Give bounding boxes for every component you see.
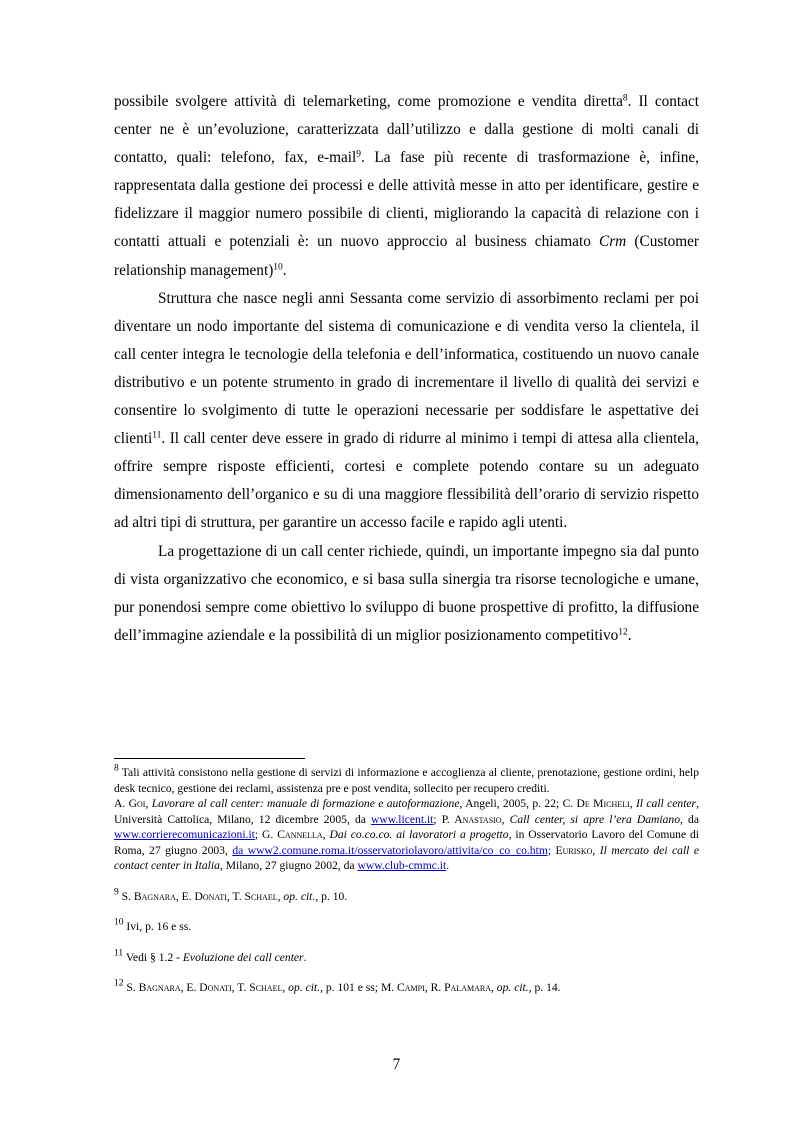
footnote-ref-8[interactable]: 8 — [622, 93, 628, 104]
op-cit: op. cit. — [496, 981, 529, 994]
author: G. Cannella — [262, 828, 323, 841]
text: (Customer relationship management) — [114, 233, 699, 279]
paragraph-3 — [114, 538, 699, 650]
author: P. Anastasio — [441, 812, 502, 826]
text: , Università Cattolica, Milano, 12 dicembre 2005, da — [114, 797, 699, 826]
link-club-cmmc[interactable]: www.club-cmmc.it — [357, 859, 447, 872]
main-text — [114, 88, 699, 650]
title: Evoluzione dei call center — [182, 950, 304, 964]
text: . — [446, 859, 450, 872]
title: Il mercato dei call e contact center in Italia — [114, 843, 700, 872]
text: Vedi § 1.2 - — [123, 950, 183, 964]
title: Lavorare al call center: manuale di formazione e autoformazione — [151, 797, 460, 810]
title: Il call center — [635, 797, 697, 810]
author: M. Campi, R. Palamara — [380, 981, 491, 994]
text: . — [303, 950, 307, 964]
text: . Il call center deve essere in grado di ridurre al minimo i tempi di attesa alla clientela, offrire sempre risposte efficienti, cortesi e complete potendo contare su un adeguato dimensionamento dell’organico e su di una maggiore flessibilità dell’orario di servizio rispetto ad altri tipi di struttura, per garantire un accesso facile e rapido agli utenti. — [114, 430, 699, 532]
op-cit: op. cit. — [288, 981, 321, 994]
footnote-11 — [114, 947, 699, 966]
text: , — [145, 797, 152, 810]
footnote-separator — [114, 758, 305, 759]
footnote-number: 9 — [114, 886, 119, 897]
author: S. Bagnara, E. Donati, T. Schael — [123, 981, 283, 994]
text: La progettazione di un call center richiede, quindi, un importante impegno sia dal punto di vista organizzativo che economico, e si basa sulla sinergia tra risorse tecnologiche e umane, pur ponendosi sempre come obiettivo lo sviluppo di buone prospettive di profitto, la diffusione dell’immagine aziendale e la possibilità di un miglior posizionamento competitivo — [114, 542, 699, 644]
page-number: 7 — [392, 1056, 401, 1073]
footnote-8 — [114, 765, 699, 796]
author: Eurisko — [555, 843, 593, 857]
text: Tali attività consistono nella gestione di servizi di informazione e accoglienza al cliente, prenotazione, gestione ordini, help desk tecnico, gestione dei reclami, assistenza pre e post vendita, sollecito per recupero crediti. — [114, 766, 699, 795]
footnote-ref-11[interactable]: 11 — [152, 430, 162, 441]
text: , Angeli, 2005, p. 22; — [459, 797, 563, 810]
text: , da — [680, 812, 699, 826]
footnote-ref-9[interactable]: 9 — [356, 149, 362, 160]
footnote-number: 10 — [114, 917, 124, 928]
text: , — [322, 828, 330, 841]
text: ; — [433, 812, 442, 826]
text: , — [629, 797, 636, 810]
author: S. Bagnara, E. Donati, T. Schael — [118, 889, 278, 903]
footnote-9 — [114, 886, 699, 905]
text: , p. 14. — [528, 981, 561, 994]
link-corrierecomunicazioni[interactable]: www.corrierecomunicazioni.it — [114, 828, 255, 841]
text: , p. 101 e ss; — [320, 981, 381, 994]
text: , — [501, 812, 510, 826]
footnote-12 — [114, 980, 699, 996]
link-licent[interactable]: www.licent.it — [371, 812, 434, 826]
text: , Milano, 27 giugno 2002, da — [219, 859, 358, 872]
text: . — [627, 626, 632, 644]
text: Struttura che nasce negli anni Sessanta come servizio di assorbimento reclami per poi diventare un nodo importante del sistema di comunicazione e di vendita verso la clientela, il call center integra le tecnologie della telefonia e dell’informatica, costituendo un nuovo canale distributivo e un potente strumento in grado di incrementare il livello di qualità dei servizi e consentire lo svolgimento di tutte le operazioni necessarie per soddisfare le aspettative dei clienti — [114, 289, 699, 448]
footnote-ref-10[interactable]: 10 — [273, 261, 283, 272]
text: , in Osservatorio Lavoro del Comune di Roma, 27 giugno 2003, — [114, 828, 700, 857]
text: . — [282, 261, 287, 279]
text: Ivi, p. 16 e ss. — [123, 920, 192, 933]
author: C. De Micheli — [562, 797, 630, 810]
footnotes — [114, 765, 699, 996]
text: , p. 10. — [315, 889, 348, 903]
footnote-10 — [114, 919, 699, 935]
footnote-number: 11 — [114, 947, 124, 958]
title: Call center, si apre l’era Damiano — [509, 812, 681, 826]
footnote-8-refs — [114, 796, 699, 874]
text: . Il contact center ne è un’evoluzione, caratterizzata dall’utilizzo e dalla gestione di molti canali di contatto, quali: telefono, fax, e-mail — [114, 93, 700, 167]
op-cit: op. cit. — [283, 889, 316, 903]
link-comune-roma[interactable]: da www2.comune.roma.it/osservatoriolavoro/attivita/co_co_co.htm; — [232, 843, 552, 857]
footnote-ref-12[interactable]: 12 — [618, 627, 628, 638]
title: Dai co.co.co. ai lavoratori a progetto — [329, 828, 509, 841]
text: , — [277, 889, 284, 903]
text: possibile svolgere attività di telemarketing, come promozione e vendita diretta — [114, 93, 623, 110]
text: , — [282, 981, 289, 994]
text: ; — [254, 828, 263, 841]
author: A. Goi — [114, 797, 146, 810]
footnote-number: 8 — [114, 763, 119, 774]
footnote-number: 12 — [114, 978, 124, 989]
text: . La fase più recente di trasformazione è, infine, rappresentata dalla gestione dei processi e delle attività messe in atto per identificare, gestire e fidelizzare il maggior numero possibile di clienti, migliorando la capacità di relazione con i contatti attuali e potenziali è: un nuovo approccio al business chiamato — [114, 149, 699, 251]
crm-term: Crm — [599, 233, 627, 251]
text: , — [592, 843, 600, 857]
paragraph-2 — [114, 285, 699, 538]
paragraph-1 — [114, 88, 699, 285]
text: , — [491, 981, 497, 994]
